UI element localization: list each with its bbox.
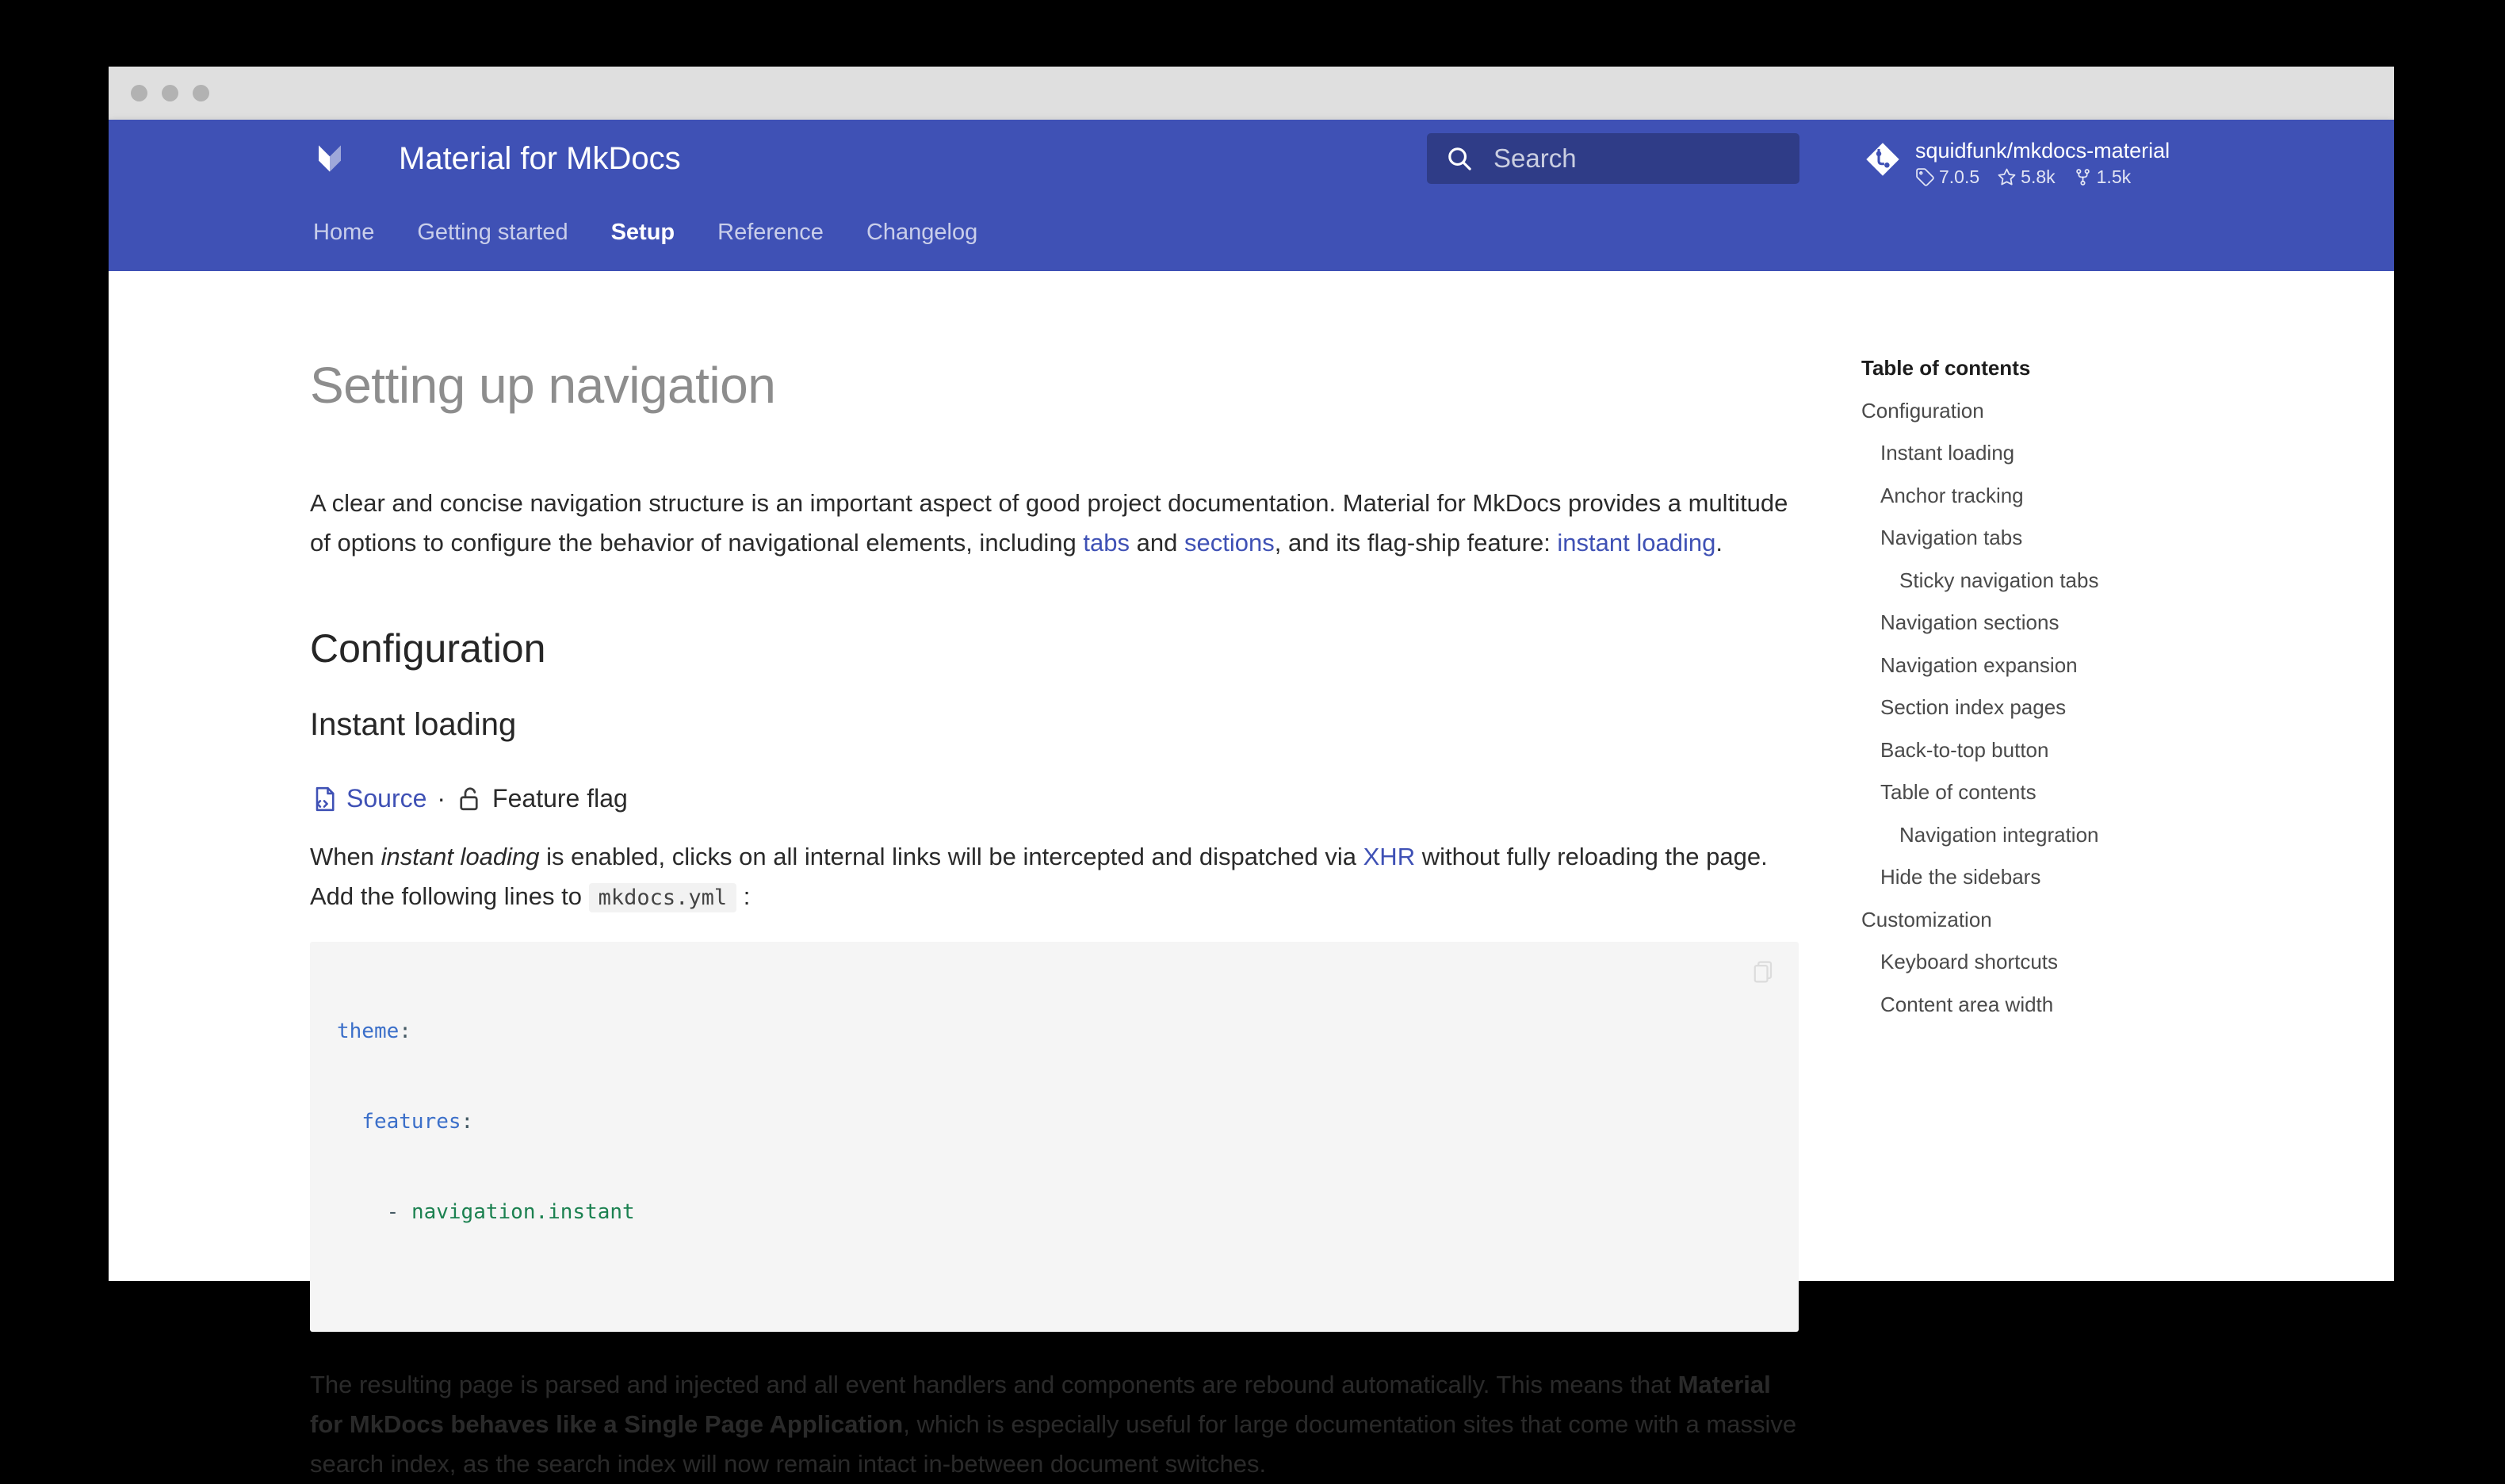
repo-version: 7.0.5 [1939, 166, 1980, 187]
mkdocs-material-logo-icon[interactable] [313, 142, 346, 175]
intro-text-4: . [1715, 529, 1723, 556]
search-input[interactable] [1492, 133, 1832, 184]
tag-icon [1915, 167, 1935, 187]
tabs-link[interactable]: tabs [1083, 529, 1130, 556]
toc-item-navigation-integration[interactable]: Navigation integration [1899, 822, 2099, 847]
code-key-theme: theme [337, 1019, 400, 1043]
source-feature-row [310, 784, 1799, 813]
xhr-link[interactable]: XHR [1363, 843, 1416, 870]
tab-getting-started[interactable]: Getting started [417, 220, 568, 245]
code-line-2 [337, 1107, 1772, 1137]
result-text-2: , which is especially useful for large documentation sites that come with a massive search index, as the search index will now remain intact in-between document switches. [310, 1410, 1797, 1478]
window-titlebar [109, 67, 2394, 120]
repo-name: squidfunk/mkdocs-material [1915, 139, 2170, 163]
tab-home[interactable]: Home [313, 220, 375, 245]
il-text-2: is enabled, clicks on all internal links will be intercepted and dispatched via [539, 843, 1363, 870]
toc-item-content-area-width[interactable]: Content area width [1880, 992, 2054, 1016]
toc-item-navigation-sections[interactable]: Navigation sections [1880, 610, 2059, 634]
code-indent-2 [337, 1110, 361, 1134]
result-bold: Material for MkDocs behaves like a Single Page Application [310, 1371, 1771, 1438]
search-box[interactable] [1427, 133, 1799, 184]
page-content [109, 271, 2394, 1478]
code-key-features: features [361, 1110, 461, 1134]
code-punct-1: : [399, 1019, 411, 1043]
instant-loading-heading: Instant loading [310, 707, 517, 742]
toc-item-customization[interactable]: Customization [1861, 907, 1992, 931]
app-header [109, 120, 2394, 271]
configuration-heading: Configuration [310, 626, 546, 671]
tab-reference[interactable]: Reference [717, 220, 824, 245]
toc-item-navigation-expansion[interactable]: Navigation expansion [1880, 652, 2078, 677]
il-text-3: without fully reloading the page. Add the following lines to [310, 843, 1768, 910]
table-of-contents [1861, 347, 2210, 1026]
mkdocs-yml-chip: mkdocs.yml [589, 883, 737, 912]
git-repo-icon [1864, 141, 1901, 178]
source-label: Source [346, 784, 427, 813]
window-maximize-button[interactable] [193, 85, 209, 101]
toc-item-anchor-tracking[interactable]: Anchor tracking [1880, 483, 2024, 507]
repo-link[interactable] [1864, 136, 2170, 189]
tab-setup[interactable]: Setup [610, 220, 675, 245]
search-icon [1444, 143, 1474, 174]
code-line-3 [337, 1197, 1772, 1227]
toc-item-section-index-pages[interactable]: Section index pages [1880, 695, 2067, 719]
instant-loading-link[interactable]: instant loading [1557, 529, 1716, 556]
fork-icon [2073, 167, 2093, 187]
il-text-4: : [736, 882, 751, 910]
toc-item-hide-the-sidebars[interactable]: Hide the sidebars [1880, 865, 2041, 889]
article [310, 271, 1799, 1484]
window-close-button[interactable] [131, 85, 147, 101]
toc-item-back-to-top-button[interactable]: Back-to-top button [1880, 737, 2049, 762]
il-text-1: When [310, 843, 381, 870]
code-punct-2: : [461, 1110, 474, 1134]
copy-to-clipboard-button[interactable] [1750, 958, 1778, 986]
source-link[interactable] [310, 784, 426, 813]
code-dash: - [386, 1200, 411, 1224]
instant-loading-paragraph [310, 837, 1799, 918]
toc-item-table-of-contents[interactable]: Table of contents [1880, 780, 2037, 804]
toc-title: Table of contents [1861, 356, 2031, 380]
intro-text-2: and [1130, 529, 1184, 556]
site-title[interactable]: Material for MkDocs [399, 141, 681, 176]
unlocked-padlock-icon [456, 785, 484, 813]
toc-item-instant-loading[interactable]: Instant loading [1880, 441, 2015, 465]
feature-flag [456, 784, 628, 813]
tab-changelog[interactable]: Changelog [866, 220, 978, 245]
toc-item-configuration[interactable]: Configuration [1861, 398, 1984, 423]
browser-window [109, 67, 2394, 1478]
dot-separator: · [437, 784, 446, 813]
result-paragraph [310, 1365, 1799, 1484]
toc-item-navigation-tabs[interactable]: Navigation tabs [1880, 526, 2023, 549]
code-value-navigation-instant: navigation.instant [411, 1200, 635, 1224]
repo-stars: 5.8k [2021, 166, 2056, 187]
feature-flag-label: Feature flag [492, 784, 628, 813]
code-indent-3 [337, 1200, 387, 1224]
code-file-icon [310, 785, 338, 813]
result-text-1: The resulting page is parsed and injected and all event handlers and components are rebound automatically. This means that [310, 1371, 1678, 1398]
page-title: Setting up navigation [310, 357, 776, 414]
star-icon [1997, 167, 2017, 187]
il-emphasis: instant loading [381, 843, 540, 870]
toc-item-sticky-navigation-tabs[interactable]: Sticky navigation tabs [1899, 568, 2099, 592]
primary-nav-tabs [313, 219, 977, 246]
repo-forks: 1.5k [2096, 166, 2132, 187]
intro-text-1: A clear and concise navigation structure is an important aspect of good project documentation. Material for MkDocs provides a multitude of options to configure the behavior of navigational elements, including [310, 489, 1788, 556]
yaml-code-block [310, 942, 1799, 1332]
toc-item-keyboard-shortcuts[interactable]: Keyboard shortcuts [1880, 950, 2059, 973]
window-minimize-button[interactable] [162, 85, 178, 101]
intro-paragraph [310, 484, 1799, 563]
intro-text-3: , and its flag-ship feature: [1274, 529, 1558, 556]
sections-link[interactable]: sections [1184, 529, 1275, 556]
code-line-1 [337, 1016, 1772, 1046]
repo-stats [1915, 165, 2170, 189]
